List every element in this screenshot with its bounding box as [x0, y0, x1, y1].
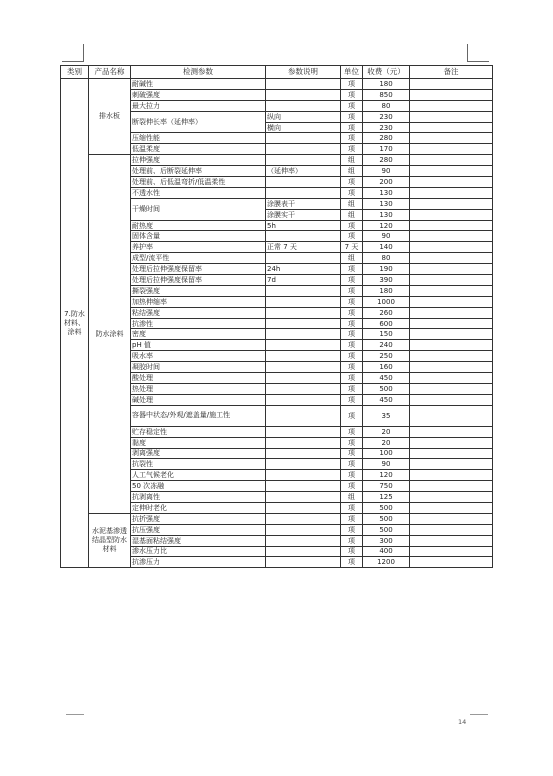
param-cell: 吸水率 [131, 351, 266, 362]
param-cell: 处理后拉伸强度保留率 [131, 275, 266, 286]
remarks-cell [410, 275, 493, 286]
note-cell [266, 470, 341, 481]
remarks-cell [410, 177, 493, 188]
remarks-cell [410, 481, 493, 492]
note-cell [266, 535, 341, 546]
note-cell [266, 513, 341, 524]
note-cell [266, 187, 341, 198]
crop-mark [83, 44, 84, 62]
param-cell: 加热伸缩率 [131, 296, 266, 307]
remarks-cell [410, 318, 493, 329]
fee-cell: 20 [363, 437, 410, 448]
param-cell: 定伸时老化 [131, 502, 266, 513]
unit-cell: 项 [341, 220, 363, 231]
fee-cell: 180 [363, 285, 410, 296]
fee-cell: 90 [363, 459, 410, 470]
remarks-cell [410, 394, 493, 405]
note-cell [266, 307, 341, 318]
remarks-cell [410, 285, 493, 296]
fee-cell: 500 [363, 524, 410, 535]
header-param: 检测参数 [131, 66, 266, 79]
note-cell [266, 133, 341, 144]
note-cell [266, 546, 341, 557]
note-cell [266, 362, 341, 373]
table-row [61, 155, 493, 166]
unit-cell: 项 [341, 513, 363, 524]
unit-cell: 项 [341, 307, 363, 318]
note-cell [266, 100, 341, 111]
param-cell: 耐碱性 [131, 79, 266, 90]
remarks-cell [410, 122, 493, 133]
fee-cell: 850 [363, 89, 410, 100]
fee-cell: 130 [363, 187, 410, 198]
unit-cell: 项 [341, 285, 363, 296]
fee-cell: 450 [363, 373, 410, 384]
note-cell [266, 373, 341, 384]
fee-cell: 500 [363, 513, 410, 524]
unit-cell: 组 [341, 155, 363, 166]
unit-cell: 项 [341, 133, 363, 144]
fee-cell: 130 [363, 198, 410, 209]
fee-cell: 90 [363, 166, 410, 177]
param-cell: 干燥时间 [131, 198, 266, 220]
param-cell: 低温柔度 [131, 144, 266, 155]
param-cell: 处理前、后断裂延伸率 [131, 166, 266, 177]
note-cell [266, 89, 341, 100]
unit-cell: 项 [341, 231, 363, 242]
unit-cell: 项 [341, 296, 363, 307]
fee-cell: 180 [363, 79, 410, 90]
fee-cell: 450 [363, 394, 410, 405]
remarks-cell [410, 209, 493, 220]
note-cell [266, 448, 341, 459]
fee-cell: 100 [363, 448, 410, 459]
product-waterproof-coating: 防水涂料 [89, 155, 131, 514]
unit-cell: 项 [341, 481, 363, 492]
unit-cell: 项 [341, 122, 363, 133]
crop-mark [467, 61, 489, 62]
unit-cell: 项 [341, 318, 363, 329]
fee-cell: 120 [363, 470, 410, 481]
fee-cell: 500 [363, 502, 410, 513]
unit-cell: 项 [341, 100, 363, 111]
remarks-cell [410, 535, 493, 546]
fee-cell: 240 [363, 340, 410, 351]
note-cell: （延伸率） [266, 166, 341, 177]
remarks-cell [410, 383, 493, 394]
param-cell: 抗压强度 [131, 524, 266, 535]
param-cell: 拉伸强度 [131, 155, 266, 166]
fee-cell: 80 [363, 100, 410, 111]
fee-cell: 750 [363, 481, 410, 492]
table-row [61, 79, 493, 90]
unit-cell: 项 [341, 470, 363, 481]
fee-cell: 260 [363, 307, 410, 318]
note-cell [266, 155, 341, 166]
footer-rule-left [66, 714, 84, 715]
remarks-cell [410, 166, 493, 177]
param-cell: 湿基面粘结强度 [131, 535, 266, 546]
param-cell: 黏度 [131, 437, 266, 448]
note-cell [266, 502, 341, 513]
unit-cell: 项 [341, 394, 363, 405]
header-fee: 收费（元） [363, 66, 410, 79]
remarks-cell [410, 448, 493, 459]
note-cell: 5h [266, 220, 341, 231]
fee-cell: 90 [363, 231, 410, 242]
param-cell: 抗裂性 [131, 459, 266, 470]
param-cell: 固体含量 [131, 231, 266, 242]
remarks-cell [410, 329, 493, 340]
fee-cell: 160 [363, 362, 410, 373]
remarks-cell [410, 187, 493, 198]
remarks-cell [410, 155, 493, 166]
param-cell: 热处理 [131, 383, 266, 394]
header-note: 参数说明 [266, 66, 341, 79]
remarks-cell [410, 79, 493, 90]
note-cell: 7d [266, 275, 341, 286]
remarks-cell [410, 198, 493, 209]
note-cell [266, 285, 341, 296]
remarks-cell [410, 502, 493, 513]
crop-mark [467, 44, 468, 62]
unit-cell: 项 [341, 535, 363, 546]
unit-cell: 项 [341, 187, 363, 198]
header-remarks: 备注 [410, 66, 493, 79]
param-cell: 容器中状态/外观/遮盖量/施工性 [131, 405, 266, 426]
param-cell: 不透水性 [131, 187, 266, 198]
unit-cell: 项 [341, 448, 363, 459]
remarks-cell [410, 340, 493, 351]
remarks-cell [410, 362, 493, 373]
unit-cell: 7 天 [341, 242, 363, 253]
remarks-cell [410, 89, 493, 100]
note-cell [266, 177, 341, 188]
unit-cell: 项 [341, 111, 363, 122]
param-cell: 凝胶时间 [131, 362, 266, 373]
remarks-cell [410, 133, 493, 144]
param-cell: 耐热度 [131, 220, 266, 231]
remarks-cell [410, 373, 493, 384]
param-cell: 刺破强度 [131, 89, 266, 100]
remarks-cell [410, 437, 493, 448]
remarks-cell [410, 100, 493, 111]
param-cell: 粘结强度 [131, 307, 266, 318]
header-unit: 单位 [341, 66, 363, 79]
unit-cell: 项 [341, 275, 363, 286]
fee-cell: 390 [363, 275, 410, 286]
unit-cell: 项 [341, 144, 363, 155]
note-cell [266, 405, 341, 426]
unit-cell: 项 [341, 524, 363, 535]
fee-cell: 280 [363, 133, 410, 144]
fee-cell: 230 [363, 122, 410, 133]
unit-cell: 项 [341, 502, 363, 513]
unit-cell: 组 [341, 492, 363, 503]
note-cell [266, 426, 341, 437]
remarks-cell [410, 492, 493, 503]
unit-cell: 组 [341, 198, 363, 209]
fee-cell: 150 [363, 329, 410, 340]
note-cell [266, 253, 341, 264]
note-cell: 涂膜实干 [266, 209, 341, 220]
fee-cell: 200 [363, 177, 410, 188]
param-cell: 养护率 [131, 242, 266, 253]
param-cell: 人工气候老化 [131, 470, 266, 481]
param-cell: 50 次冻融 [131, 481, 266, 492]
unit-cell: 项 [341, 351, 363, 362]
unit-cell: 项 [341, 546, 363, 557]
note-cell [266, 340, 341, 351]
unit-cell: 项 [341, 426, 363, 437]
unit-cell: 项 [341, 437, 363, 448]
note-cell [266, 394, 341, 405]
unit-cell: 项 [341, 89, 363, 100]
note-cell [266, 481, 341, 492]
unit-cell: 组 [341, 166, 363, 177]
header-category: 类别 [61, 66, 89, 79]
remarks-cell [410, 546, 493, 557]
product-cement-crystalline: 水泥基渗透结晶型防水材料 [89, 513, 131, 567]
fee-cell: 80 [363, 253, 410, 264]
note-cell [266, 144, 341, 155]
param-cell: 处理前、后低温弯折/低温柔性 [131, 177, 266, 188]
fee-table [60, 65, 493, 568]
remarks-cell [410, 144, 493, 155]
remarks-cell [410, 296, 493, 307]
fee-cell: 190 [363, 264, 410, 275]
param-cell: 成型/流平性 [131, 253, 266, 264]
param-cell: 抗剥离性 [131, 492, 266, 503]
param-cell: 密度 [131, 329, 266, 340]
unit-cell: 项 [341, 373, 363, 384]
note-cell [266, 383, 341, 394]
unit-cell: 项 [341, 459, 363, 470]
note-cell: 横向 [266, 122, 341, 133]
fee-cell: 300 [363, 535, 410, 546]
unit-cell: 项 [341, 557, 363, 568]
note-cell [266, 329, 341, 340]
unit-cell: 组 [341, 209, 363, 220]
note-cell [266, 459, 341, 470]
remarks-cell [410, 231, 493, 242]
unit-cell: 项 [341, 177, 363, 188]
note-cell: 纵向 [266, 111, 341, 122]
remarks-cell [410, 242, 493, 253]
product-drainage-board: 排水板 [89, 79, 131, 155]
remarks-cell [410, 513, 493, 524]
note-cell [266, 231, 341, 242]
unit-cell: 项 [341, 264, 363, 275]
footer-rule-right [470, 714, 488, 715]
note-cell [266, 351, 341, 362]
unit-cell: 项 [341, 329, 363, 340]
param-cell: 抗渗性 [131, 318, 266, 329]
fee-cell: 170 [363, 144, 410, 155]
param-cell: 贮存稳定性 [131, 426, 266, 437]
param-cell: 酸处理 [131, 373, 266, 384]
note-cell: 正常 7 天 [266, 242, 341, 253]
param-cell: 抗渗压力 [131, 557, 266, 568]
unit-cell: 项 [341, 79, 363, 90]
fee-cell: 280 [363, 155, 410, 166]
fee-cell: 120 [363, 220, 410, 231]
fee-cell: 600 [363, 318, 410, 329]
unit-cell: 项 [341, 383, 363, 394]
unit-cell: 项 [341, 362, 363, 373]
remarks-cell [410, 426, 493, 437]
remarks-cell [410, 264, 493, 275]
fee-cell: 1000 [363, 296, 410, 307]
fee-cell: 250 [363, 351, 410, 362]
note-cell [266, 296, 341, 307]
unit-cell: 项 [341, 405, 363, 426]
param-cell: 撕裂强度 [131, 285, 266, 296]
fee-cell: 500 [363, 383, 410, 394]
param-cell: 抗折强度 [131, 513, 266, 524]
unit-cell: 项 [341, 340, 363, 351]
remarks-cell [410, 459, 493, 470]
param-cell: 碱处理 [131, 394, 266, 405]
fee-cell: 130 [363, 209, 410, 220]
note-cell [266, 492, 341, 503]
fee-cell: 1200 [363, 557, 410, 568]
remarks-cell [410, 405, 493, 426]
remarks-cell [410, 307, 493, 318]
remarks-cell [410, 220, 493, 231]
fee-cell: 20 [363, 426, 410, 437]
note-cell: 24h [266, 264, 341, 275]
fee-cell: 140 [363, 242, 410, 253]
header-row [61, 66, 493, 79]
fee-cell: 230 [363, 111, 410, 122]
note-cell: 涂膜表干 [266, 198, 341, 209]
remarks-cell [410, 557, 493, 568]
table-row [61, 513, 493, 524]
fee-cell: 125 [363, 492, 410, 503]
note-cell [266, 318, 341, 329]
remarks-cell [410, 253, 493, 264]
note-cell [266, 437, 341, 448]
param-cell: 渗水压力比 [131, 546, 266, 557]
remarks-cell [410, 351, 493, 362]
remarks-cell [410, 111, 493, 122]
remarks-cell [410, 470, 493, 481]
remarks-cell [410, 524, 493, 535]
note-cell [266, 79, 341, 90]
param-cell: pH 值 [131, 340, 266, 351]
fee-cell: 35 [363, 405, 410, 426]
note-cell [266, 524, 341, 535]
param-cell: 最大拉力 [131, 100, 266, 111]
header-product: 产品名称 [89, 66, 131, 79]
param-cell: 断裂伸长率（延伸率） [131, 111, 266, 133]
crop-mark [62, 61, 84, 62]
unit-cell: 组 [341, 253, 363, 264]
param-cell: 压缩性能 [131, 133, 266, 144]
page-number: 14 [458, 718, 467, 726]
note-cell [266, 557, 341, 568]
param-cell: 处理后拉伸强度保留率 [131, 264, 266, 275]
param-cell: 剥离强度 [131, 448, 266, 459]
fee-cell: 400 [363, 546, 410, 557]
category-cell: 7.防水材料、涂料 [61, 79, 89, 568]
